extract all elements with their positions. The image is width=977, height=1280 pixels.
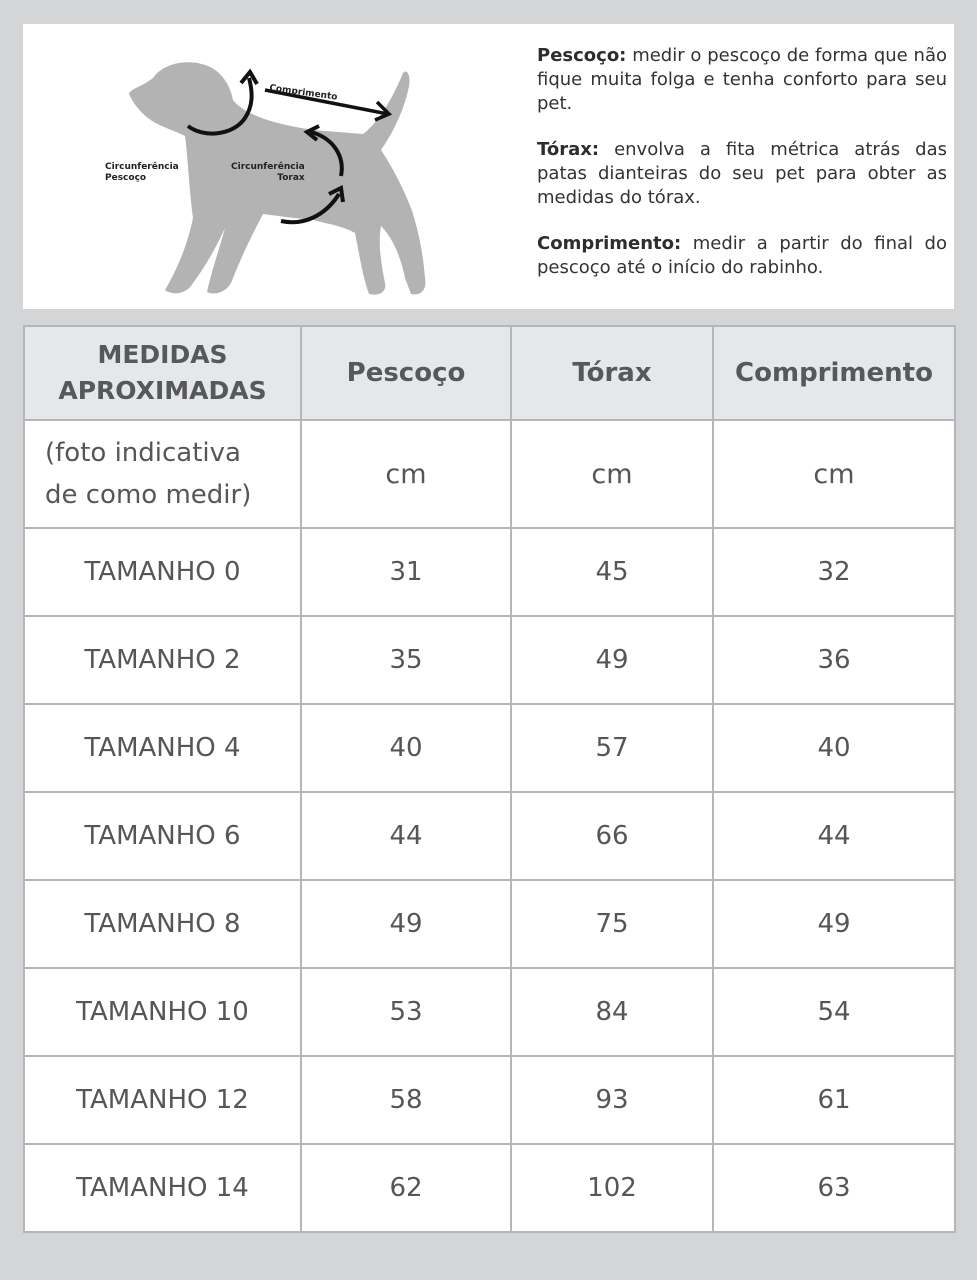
comprimento-value: 44 [713,792,955,880]
pescoco-value: 31 [301,528,511,616]
instruction-length-text: medir a partir do final do pescoço até o início do rabinho. [537,233,947,278]
table-row [24,968,955,1056]
header-comprimento: Comprimento [713,326,955,420]
unit-row [24,420,955,528]
instruction-chest-text: envolva a fita métrica atrás das patas dianteiras do seu pet para obter as medidas do tórax. [537,139,947,208]
unit-pescoco: cm [301,420,511,528]
header-torax: Tórax [511,326,713,420]
torax-value: 84 [511,968,713,1056]
header-pescoco: Pescoço [301,326,511,420]
pescoco-value: 49 [301,880,511,968]
unit-note-line1: (foto indicativa [45,438,241,468]
dog-measurement-illustration [93,38,433,298]
torax-value: 49 [511,616,713,704]
chest-label-line1: Circunferência [231,162,305,172]
unit-torax: cm [511,420,713,528]
chest-circumference-label [231,162,305,184]
comprimento-value: 40 [713,704,955,792]
comprimento-value: 54 [713,968,955,1056]
pescoco-value: 44 [301,792,511,880]
table-row [24,616,955,704]
unit-comprimento: cm [713,420,955,528]
size-label: TAMANHO 4 [24,704,301,792]
size-label: TAMANHO 2 [24,616,301,704]
pescoco-value: 58 [301,1056,511,1144]
unit-note-line2: de como medir) [45,480,252,510]
table-header-row [24,326,955,420]
pescoco-value: 62 [301,1144,511,1232]
size-label: TAMANHO 12 [24,1056,301,1144]
torax-value: 45 [511,528,713,616]
table-row [24,792,955,880]
torax-value: 102 [511,1144,713,1232]
instruction-length-term: Comprimento: [537,233,682,254]
pescoco-value: 35 [301,616,511,704]
header-approx-line2: APROXIMADAS [58,376,267,405]
measurement-guide-panel [23,24,954,309]
neck-label-line1: Circunferência [105,162,179,172]
size-label: TAMANHO 14 [24,1144,301,1232]
instruction-neck-text: medir o pescoço de forma que não fique muita folga e tenha conforto para seu pet. [537,45,947,114]
pescoco-value: 40 [301,704,511,792]
comprimento-value: 61 [713,1056,955,1144]
size-chart-table [23,325,956,1233]
table-row [24,528,955,616]
instruction-chest-term: Tórax: [537,139,600,160]
torax-value: 57 [511,704,713,792]
instruction-neck-term: Pescoço: [537,45,627,66]
torax-value: 66 [511,792,713,880]
instruction-neck [537,44,947,116]
torax-value: 93 [511,1056,713,1144]
size-label: TAMANHO 8 [24,880,301,968]
unit-row-note [24,420,301,528]
table-row [24,880,955,968]
pescoco-value: 53 [301,968,511,1056]
header-approx-measures [24,326,301,420]
comprimento-value: 32 [713,528,955,616]
header-approx-line1: MEDIDAS [97,340,228,369]
table-row [24,1056,955,1144]
chest-label-line2: Torax [277,173,305,183]
instruction-chest [537,138,947,210]
size-label: TAMANHO 0 [24,528,301,616]
comprimento-value: 49 [713,880,955,968]
length-label: Comprimento [268,83,338,103]
table-row [24,1144,955,1232]
size-label: TAMANHO 10 [24,968,301,1056]
table-row [24,704,955,792]
comprimento-value: 36 [713,616,955,704]
measurement-instructions [537,44,947,302]
comprimento-value: 63 [713,1144,955,1232]
size-label: TAMANHO 6 [24,792,301,880]
torax-value: 75 [511,880,713,968]
neck-circumference-label [105,162,179,184]
instruction-length [537,232,947,280]
neck-label-line2: Pescoço [105,173,147,183]
